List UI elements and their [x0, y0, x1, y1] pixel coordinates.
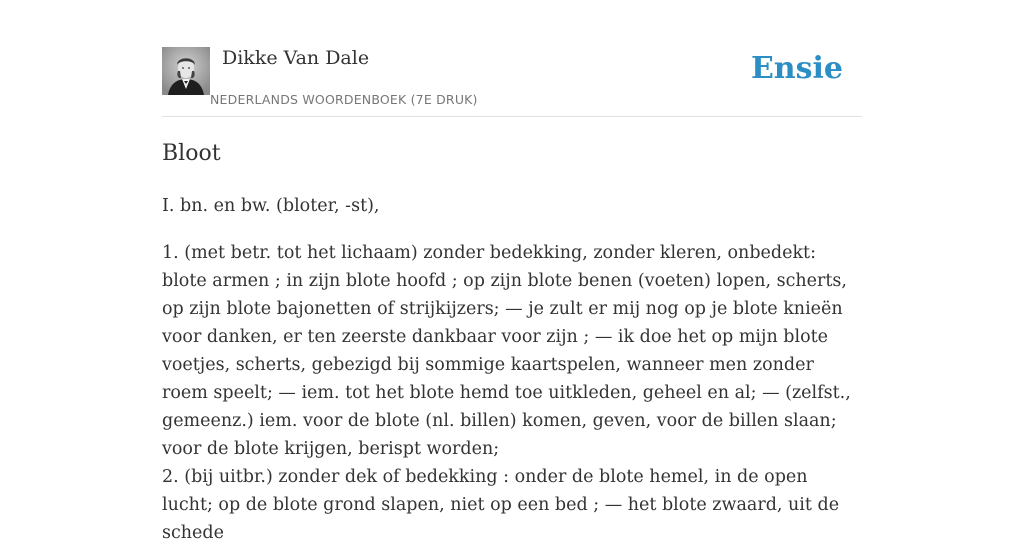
- author-name[interactable]: Dikke Van Dale: [222, 47, 370, 69]
- author-avatar[interactable]: [162, 47, 210, 95]
- sense-2: 2. (bij uitbr.) zonder dek of bedekking : onder de blote hemel, in de open lucht; op de blote grond slapen, niet op een bed ; — het blote zwaard, uit de schede: [162, 467, 840, 543]
- entry-header: [162, 0, 862, 117]
- entry-title: Bloot: [162, 141, 221, 166]
- brand-logo[interactable]: Ensie: [750, 51, 843, 86]
- sense-1: 1. (met betr. tot het lichaam) zonder bedekking, zonder kleren, onbedekt: blote armen ; in zijn blote hoofd ; op zijn blote benen (voeten) lopen, scherts, op zijn blote bajonetten of strijkijzers; — je zult er mij nog op je blote knieën voor danken, er ten zeerste dankbaar voor zijn ; — ik doe het op mijn blote voetjes, scherts, gebezigd bij sommige kaartspelen, wanneer men zonder roem speelt; — iem. tot het blote hemd toe uitkleden, geheel en al; — (zelfst., gemeenz.) iem. voor de blote (nl. billen) komen, geven, voor de billen slaan; voor de blote krijgen, berispt worden;: [162, 243, 851, 459]
- portrait-photo-icon: [162, 47, 210, 95]
- grammar-info: I. bn. en bw. (bloter, -st),: [162, 196, 380, 216]
- entry-content: [162, 136, 862, 547]
- source-label[interactable]: NEDERLANDS WOORDENBOEK (7E DRUK): [210, 92, 478, 107]
